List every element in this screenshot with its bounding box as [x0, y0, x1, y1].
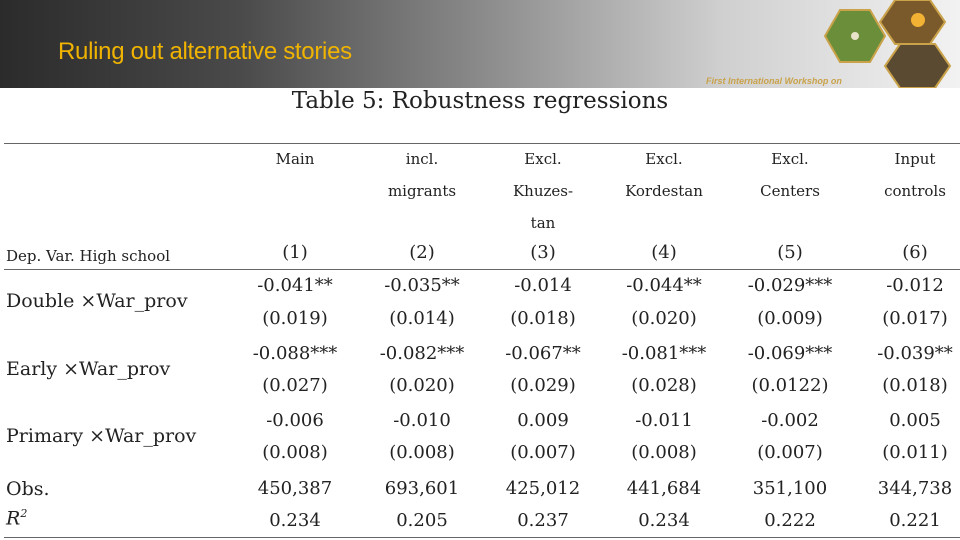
row-label-early: Early ×War_prov — [6, 358, 171, 380]
coefficient-cell: -0.081*** — [621, 343, 707, 364]
column-header: Excl. — [645, 150, 683, 168]
column-header: Kordestan — [625, 182, 703, 200]
obs-cell: 425,012 — [505, 478, 581, 499]
column-header: Centers — [760, 182, 820, 200]
coefficient-cell: -0.002 — [761, 410, 819, 431]
row-label-double: Double ×War_prov — [6, 290, 188, 312]
standard-error-cell: (0.018) — [510, 308, 576, 329]
r2-cell: 0.222 — [764, 510, 816, 531]
standard-error-cell: (0.011) — [882, 442, 948, 463]
column-number: (3) — [530, 242, 556, 263]
coefficient-cell: -0.006 — [266, 410, 324, 431]
column-header: controls — [884, 182, 946, 200]
coefficient-cell: -0.041** — [257, 275, 333, 296]
column-header: migrants — [387, 182, 457, 200]
workshop-caption: First International Workshop on — [706, 76, 842, 86]
column-header: Main — [275, 150, 315, 168]
standard-error-cell: (0.029) — [510, 375, 576, 396]
row-label-obs: Obs. — [6, 478, 50, 500]
coefficient-cell: -0.082*** — [379, 343, 465, 364]
coefficient-cell: 0.005 — [889, 410, 941, 431]
r2-cell: 0.205 — [396, 510, 448, 531]
column-number: (5) — [777, 242, 803, 263]
r2-cell: 0.237 — [517, 510, 569, 531]
coefficient-cell: -0.011 — [635, 410, 693, 431]
r2-cell: 0.234 — [638, 510, 690, 531]
coefficient-cell: -0.088*** — [252, 343, 338, 364]
standard-error-cell: (0.007) — [510, 442, 576, 463]
standard-error-cell: (0.0122) — [751, 375, 829, 396]
bottom-rule — [4, 537, 960, 538]
standard-error-cell: (0.007) — [757, 442, 823, 463]
standard-error-cell: (0.018) — [882, 375, 948, 396]
obs-cell: 441,684 — [626, 478, 702, 499]
standard-error-cell: (0.027) — [262, 375, 328, 396]
column-header: tan — [530, 214, 556, 232]
header-rule — [4, 269, 960, 270]
standard-error-cell: (0.028) — [631, 375, 697, 396]
column-number: (1) — [282, 242, 308, 263]
obs-cell: 351,100 — [752, 478, 828, 499]
workshop-logo-image — [800, 0, 960, 88]
standard-error-cell: (0.009) — [757, 308, 823, 329]
table-title: Table 5: Robustness regressions — [291, 88, 669, 114]
coefficient-cell: -0.069*** — [747, 343, 833, 364]
slide-title: Ruling out alternative stories — [58, 38, 352, 65]
coefficient-cell: 0.009 — [517, 410, 569, 431]
r2-cell: 0.234 — [269, 510, 321, 531]
top-rule — [4, 143, 960, 144]
column-header: Excl. — [524, 150, 562, 168]
coefficient-cell: -0.029*** — [747, 275, 833, 296]
standard-error-cell: (0.008) — [262, 442, 328, 463]
row-label-primary: Primary ×War_prov — [6, 425, 197, 447]
coefficient-cell: -0.010 — [393, 410, 451, 431]
column-number: (6) — [902, 242, 928, 263]
standard-error-cell: (0.008) — [389, 442, 455, 463]
obs-cell: 344,738 — [877, 478, 953, 499]
column-number: (2) — [409, 242, 435, 263]
coefficient-cell: -0.039** — [877, 343, 953, 364]
obs-cell: 693,601 — [384, 478, 460, 499]
obs-cell: 450,387 — [257, 478, 333, 499]
coefficient-cell: -0.014 — [514, 275, 572, 296]
standard-error-cell: (0.020) — [389, 375, 455, 396]
coefficient-cell: -0.044** — [626, 275, 702, 296]
standard-error-cell: (0.014) — [389, 308, 455, 329]
column-header: incl. — [405, 150, 439, 168]
standard-error-cell: (0.019) — [262, 308, 328, 329]
coefficient-cell: -0.012 — [886, 275, 944, 296]
standard-error-cell: (0.020) — [631, 308, 697, 329]
column-header: Excl. — [771, 150, 809, 168]
slide-banner — [0, 0, 960, 88]
r2-cell: 0.221 — [889, 510, 941, 531]
column-header: Input — [894, 150, 936, 168]
row-label-r2: $R^2$ — [6, 507, 28, 530]
coefficient-cell: -0.067** — [505, 343, 581, 364]
coefficient-cell: -0.035** — [384, 275, 460, 296]
dep-var-label: Dep. Var. High school — [6, 247, 171, 265]
standard-error-cell: (0.017) — [882, 308, 948, 329]
column-number: (4) — [651, 242, 677, 263]
column-header: Khuzes- — [512, 182, 574, 200]
standard-error-cell: (0.008) — [631, 442, 697, 463]
